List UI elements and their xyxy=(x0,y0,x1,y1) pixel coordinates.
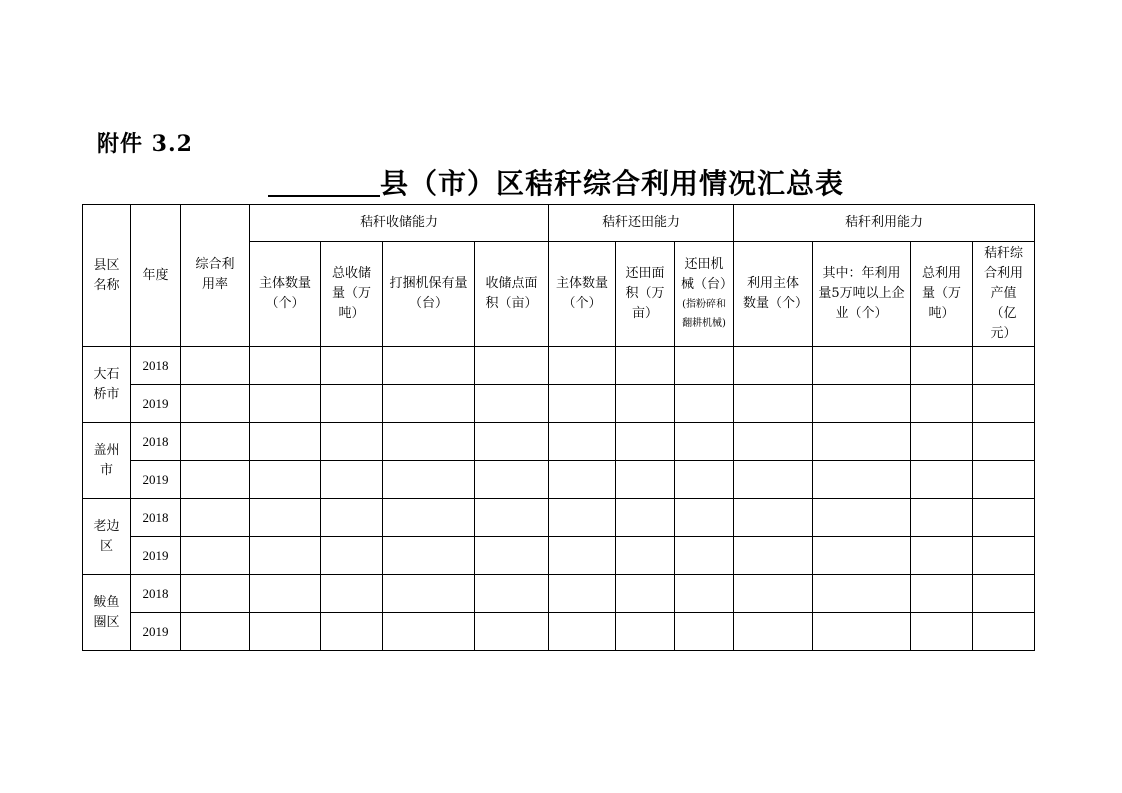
data-cell[interactable] xyxy=(675,613,734,651)
data-cell[interactable] xyxy=(973,613,1035,651)
table-body xyxy=(83,347,1035,651)
data-cell[interactable] xyxy=(813,613,911,651)
data-cell[interactable] xyxy=(383,385,475,423)
county-name: 老边区 xyxy=(93,518,120,554)
data-cell[interactable] xyxy=(383,575,475,613)
data-cell[interactable] xyxy=(383,613,475,651)
data-cell[interactable] xyxy=(911,537,973,575)
data-cell[interactable] xyxy=(181,461,250,499)
table-row xyxy=(83,385,1035,423)
data-cell[interactable] xyxy=(675,499,734,537)
data-cell[interactable] xyxy=(911,499,973,537)
year-cell: 2019 xyxy=(131,613,181,651)
data-cell[interactable] xyxy=(911,385,973,423)
data-cell[interactable] xyxy=(813,575,911,613)
data-cell[interactable] xyxy=(181,347,250,385)
data-cell[interactable] xyxy=(973,347,1035,385)
data-cell[interactable] xyxy=(911,347,973,385)
data-cell[interactable] xyxy=(616,347,675,385)
page-title: 县（市）区秸秆综合利用情况汇总表 xyxy=(380,167,845,200)
data-cell[interactable] xyxy=(813,461,911,499)
data-cell[interactable] xyxy=(911,423,973,461)
data-cell[interactable] xyxy=(734,499,813,537)
table-row xyxy=(83,575,1035,613)
data-cell[interactable] xyxy=(911,461,973,499)
data-cell[interactable] xyxy=(734,385,813,423)
data-cell[interactable] xyxy=(911,575,973,613)
data-cell[interactable] xyxy=(675,385,734,423)
data-cell[interactable] xyxy=(383,499,475,537)
data-cell[interactable] xyxy=(250,537,321,575)
data-cell[interactable] xyxy=(616,613,675,651)
header-return-area: 还田面积（万亩） xyxy=(616,242,675,347)
data-cell[interactable] xyxy=(549,461,616,499)
county-name: 盖州市 xyxy=(93,442,120,478)
header-rate: 综合利用率 xyxy=(181,205,250,347)
data-cell[interactable] xyxy=(321,537,383,575)
data-cell[interactable] xyxy=(616,385,675,423)
data-cell[interactable] xyxy=(321,347,383,385)
year-cell: 2018 xyxy=(131,347,181,385)
data-cell[interactable] xyxy=(475,461,549,499)
header-return-machines-note: (指粉碎和翻耕机械) xyxy=(682,299,726,329)
county-name-cell xyxy=(83,347,131,423)
title-row xyxy=(268,165,844,203)
data-cell[interactable] xyxy=(321,613,383,651)
data-cell[interactable] xyxy=(383,537,475,575)
data-cell[interactable] xyxy=(734,613,813,651)
data-cell[interactable] xyxy=(813,347,911,385)
data-cell[interactable] xyxy=(250,499,321,537)
header-group-utilization: 秸秆利用能力 xyxy=(734,205,1035,242)
table-row xyxy=(83,613,1035,651)
data-cell[interactable] xyxy=(911,613,973,651)
data-cell[interactable] xyxy=(549,347,616,385)
data-cell[interactable] xyxy=(973,385,1035,423)
data-cell[interactable] xyxy=(475,613,549,651)
data-cell[interactable] xyxy=(250,347,321,385)
data-cell[interactable] xyxy=(181,537,250,575)
data-cell[interactable] xyxy=(675,537,734,575)
data-cell[interactable] xyxy=(549,613,616,651)
data-cell[interactable] xyxy=(475,575,549,613)
data-cell[interactable] xyxy=(250,385,321,423)
header-storage-area: 收储点面积（亩） xyxy=(475,242,549,347)
header-group-storage: 秸秆收储能力 xyxy=(250,205,549,242)
header-util-large-enterprises: 其中：年利用量5万吨以上企业（个） xyxy=(813,242,911,347)
data-cell[interactable] xyxy=(181,499,250,537)
header-storage-balers: 打捆机保有量（台） xyxy=(383,242,475,347)
data-cell[interactable] xyxy=(973,537,1035,575)
data-cell[interactable] xyxy=(549,385,616,423)
data-cell[interactable] xyxy=(181,575,250,613)
data-cell[interactable] xyxy=(675,423,734,461)
table-row xyxy=(83,461,1035,499)
table-row xyxy=(83,499,1035,537)
header-util-output: 秸秆综合利用产值（亿元） xyxy=(973,242,1035,347)
header-util-entities: 利用主体数量（个） xyxy=(734,242,813,347)
data-cell[interactable] xyxy=(383,347,475,385)
data-cell[interactable] xyxy=(250,613,321,651)
table-row xyxy=(83,423,1035,461)
data-cell[interactable] xyxy=(475,499,549,537)
year-cell: 2018 xyxy=(131,575,181,613)
data-cell[interactable] xyxy=(616,423,675,461)
year-cell: 2018 xyxy=(131,499,181,537)
data-cell[interactable] xyxy=(549,423,616,461)
data-cell[interactable] xyxy=(475,347,549,385)
year-cell: 2019 xyxy=(131,385,181,423)
year-cell: 2019 xyxy=(131,537,181,575)
data-cell[interactable] xyxy=(181,613,250,651)
data-cell[interactable] xyxy=(616,537,675,575)
data-cell[interactable] xyxy=(675,575,734,613)
data-cell[interactable] xyxy=(675,347,734,385)
data-cell[interactable] xyxy=(675,461,734,499)
data-cell[interactable] xyxy=(549,575,616,613)
county-name: 大石桥市 xyxy=(93,366,120,402)
data-cell[interactable] xyxy=(250,423,321,461)
header-storage-total: 总收储量（万吨） xyxy=(321,242,383,347)
data-cell[interactable] xyxy=(475,537,549,575)
county-name-cell xyxy=(83,423,131,499)
county-name-cell xyxy=(83,499,131,575)
header-util-total: 总利用量（万吨） xyxy=(911,242,973,347)
data-cell[interactable] xyxy=(475,423,549,461)
county-name: 鲅鱼圈区 xyxy=(93,594,120,630)
header-storage-entities: 主体数量（个） xyxy=(250,242,321,347)
year-cell: 2019 xyxy=(131,461,181,499)
table-row xyxy=(83,537,1035,575)
data-cell[interactable] xyxy=(383,423,475,461)
data-cell[interactable] xyxy=(181,423,250,461)
data-cell[interactable] xyxy=(181,385,250,423)
county-name-cell xyxy=(83,575,131,651)
data-cell[interactable] xyxy=(734,347,813,385)
data-cell[interactable] xyxy=(973,499,1035,537)
data-cell[interactable] xyxy=(321,575,383,613)
data-cell[interactable] xyxy=(321,385,383,423)
data-cell[interactable] xyxy=(383,461,475,499)
data-cell[interactable] xyxy=(250,575,321,613)
data-cell[interactable] xyxy=(813,385,911,423)
data-cell[interactable] xyxy=(475,385,549,423)
data-cell[interactable] xyxy=(813,423,911,461)
data-cell[interactable] xyxy=(734,537,813,575)
data-cell[interactable] xyxy=(734,423,813,461)
data-cell[interactable] xyxy=(734,575,813,613)
data-cell[interactable] xyxy=(321,423,383,461)
data-cell[interactable] xyxy=(321,461,383,499)
data-cell[interactable] xyxy=(813,499,911,537)
table-row xyxy=(83,347,1035,385)
county-name-blank xyxy=(268,194,380,197)
year-cell: 2018 xyxy=(131,423,181,461)
data-cell[interactable] xyxy=(549,499,616,537)
data-cell[interactable] xyxy=(616,499,675,537)
data-cell[interactable] xyxy=(321,499,383,537)
header-group-return: 秸秆还田能力 xyxy=(549,205,734,242)
data-cell[interactable] xyxy=(616,461,675,499)
data-cell[interactable] xyxy=(549,537,616,575)
header-year: 年度 xyxy=(131,205,181,347)
data-cell[interactable] xyxy=(813,537,911,575)
data-cell[interactable] xyxy=(973,423,1035,461)
header-row-groups xyxy=(83,205,1035,242)
data-cell[interactable] xyxy=(734,461,813,499)
data-cell[interactable] xyxy=(973,461,1035,499)
data-cell[interactable] xyxy=(973,575,1035,613)
data-cell[interactable] xyxy=(616,575,675,613)
summary-table xyxy=(82,204,1035,651)
data-cell[interactable] xyxy=(250,461,321,499)
header-county: 县区名称 xyxy=(83,205,131,347)
header-return-machines: 还田机械（台） (指粉碎和翻耕机械) xyxy=(675,242,734,347)
header-return-entities: 主体数量（个） xyxy=(549,242,616,347)
attachment-label: 附件 3.2 xyxy=(97,131,193,157)
